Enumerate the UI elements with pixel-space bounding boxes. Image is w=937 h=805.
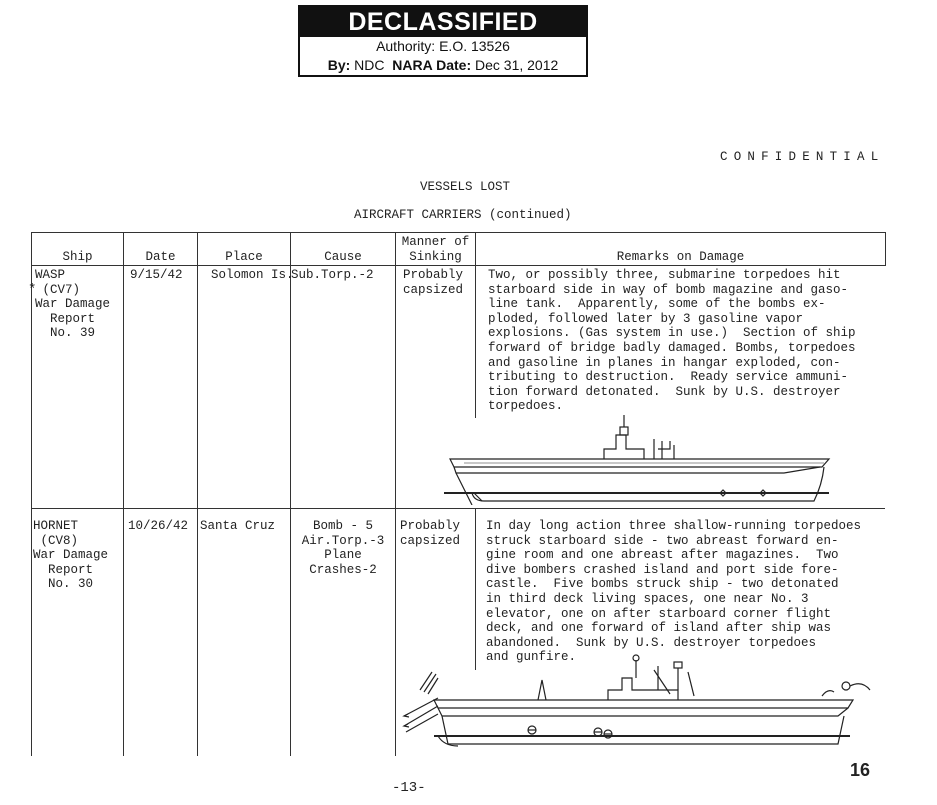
header-manner-line1: Manner of (401, 235, 470, 249)
hornet-ship-diagram (398, 650, 878, 750)
header-place: Place (225, 250, 263, 264)
header-bottom-border (31, 265, 885, 266)
row-hornet-cause: Bomb - 5 Air.Torp.-3 Plane Crashes-2 (301, 519, 385, 577)
row-wasp-remarks: Two, or possibly three, submarine torpedoes hit starboard side in way of bomb magazine and gaso- line tank. Apparently, some of the bombs ex- ploded, followed later by 3 gasoline vapor explosions. (Gas system in use.) Section of ship forward of bridge badly damaged. Bombs, torpedoes and gasoline in planes in hangar exploded, con- tributing to destruction. Ready service ammuni- tion forward detonated. Sunk by U.S. destroyer torpedoes. (488, 268, 856, 414)
stamp-authority: Authority: E.O. 13526 (376, 38, 510, 54)
table-right-border (885, 232, 886, 266)
row-wasp-ship: WASP (CV7) War Damage Report No. 39 (35, 268, 111, 341)
row-divider (31, 508, 885, 509)
stamp-by-value: NDC (354, 57, 385, 73)
row-wasp-manner: Probably capsized (403, 268, 464, 297)
col-divider-ship (123, 232, 124, 756)
header-remarks: Remarks on Damage (616, 250, 745, 264)
stamp-by-line (300, 56, 586, 75)
row-hornet-place: Santa Cruz (200, 519, 276, 533)
header-date: Date (145, 250, 176, 264)
col-divider-date (197, 232, 198, 756)
page-number: -13- (392, 780, 426, 796)
table-top-border (31, 232, 885, 233)
wasp-ship-diagram (444, 405, 834, 505)
document-subtitle: AIRCRAFT CARRIERS (continued) (354, 208, 572, 222)
row-wasp-cause: Sub.Torp.-2 (291, 268, 374, 282)
header-manner-line2: Sinking (409, 250, 462, 264)
row-wasp-place: Solomon Is. (211, 268, 294, 282)
sheet-number: 16 (850, 760, 871, 780)
stamp-nara-value: Dec 31, 2012 (475, 57, 559, 73)
col-divider-cause (395, 232, 396, 756)
header-manner (396, 235, 475, 265)
table-left-border (31, 232, 32, 756)
classification-marking: CONFIDENTIAL (720, 150, 885, 164)
row-hornet-remarks: In day long action three shallow-running torpedoes struck starboard side - two abreast forward en- gine room and one abreast after magazines. Two dive bombers crashed island and port side fore- castle. Five bombs struck ship - two detonated in third deck living spaces, one near No. 3 elevator, one on after starboard corner flight deck, and one forward of island after ship was abandoned. Sunk by U.S. destroyer torpedoes and gunfire. (486, 519, 862, 665)
row-hornet-manner: Probably capsized (400, 519, 461, 548)
stamp-title: DECLASSIFIED (300, 7, 586, 37)
stamp-nara-label: NARA Date: (392, 57, 472, 73)
col-divider-manner-row2 (475, 508, 476, 670)
row-wasp-asterisk: * (28, 282, 37, 298)
document-title: VESSELS LOST (420, 180, 511, 194)
row-hornet-ship: HORNET (CV8) War Damage Report No. 30 (33, 519, 109, 592)
col-divider-place (290, 232, 291, 756)
header-ship: Ship (62, 250, 93, 264)
stamp-by-label: By: (327, 57, 351, 73)
row-wasp-date: 9/15/42 (130, 268, 183, 282)
row-hornet-date: 10/26/42 (128, 519, 189, 533)
declassified-stamp (298, 5, 588, 77)
header-cause: Cause (324, 250, 362, 264)
